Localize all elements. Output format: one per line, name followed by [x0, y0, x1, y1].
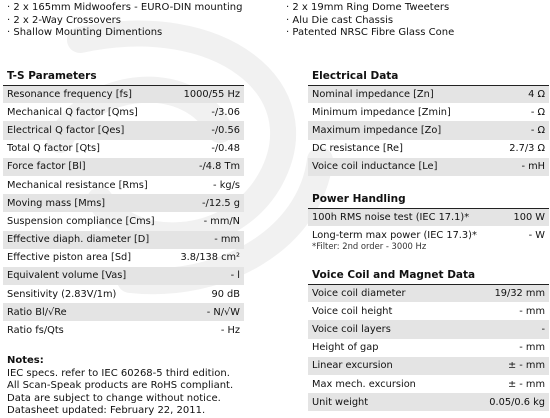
row-label: Mechanical resistance [Rms]	[7, 179, 148, 191]
notes-block	[7, 355, 267, 418]
row-label: Mechanical Q factor [Qms]	[7, 106, 138, 118]
note-line: IEC specs. refer to IEC 60268-5 third edition.	[7, 367, 230, 379]
row-label: Ratio Bl/√Re	[7, 306, 67, 318]
row-label: Long-term max power (IEC 17.3)*	[312, 229, 477, 241]
voice-table	[308, 284, 549, 411]
row-label: Force factor [Bl]	[7, 161, 86, 173]
table-row	[3, 121, 244, 139]
table-row	[3, 285, 244, 303]
row-value: - Ω	[530, 106, 545, 118]
row-value: - Hz	[220, 325, 240, 337]
features-left	[7, 2, 287, 40]
row-value: 100 W	[513, 212, 545, 224]
table-row	[308, 339, 549, 357]
row-label: 100h RMS noise test (IEC 17.1)*	[312, 212, 470, 224]
table-row	[308, 121, 549, 139]
feature-item: · 2 x 165mm Midwoofers - EURO-DIN mounting	[7, 2, 243, 13]
table-row	[3, 194, 244, 212]
row-value: -/0.48	[211, 143, 240, 155]
table-row	[308, 103, 549, 121]
table-row	[308, 375, 549, 393]
row-value: 0.05/0.6 kg	[489, 396, 545, 408]
row-value: - l	[230, 270, 240, 282]
row-value: - mm	[519, 342, 545, 354]
row-label: Max mech. excursion	[312, 378, 416, 390]
row-label: Total Q factor [Qts]	[7, 143, 100, 155]
feature-item: · Patented NRSC Fibre Glass Cone	[286, 27, 455, 38]
power-footnote: *Filter: 2nd order - 3000 Hz	[312, 241, 427, 251]
row-value: 1000/55 Hz	[183, 89, 240, 101]
note-line: All Scan-Speak products are RoHS compliant.	[7, 380, 234, 391]
voice-title: Voice Coil and Magnet Data	[312, 269, 476, 281]
row-label: Nominal impedance [Zn]	[312, 89, 434, 101]
row-value: 90 dB	[211, 288, 240, 300]
power-table	[308, 208, 549, 244]
row-value: 2.7/3 Ω	[509, 143, 545, 155]
table-row	[308, 140, 549, 158]
row-value: -/4.8 Tm	[198, 161, 240, 173]
row-label: Voice coil height	[312, 305, 393, 317]
row-label: Minimum impedance [Zmin]	[312, 106, 451, 118]
row-label: Unit weight	[312, 396, 369, 408]
row-value: - kg/s	[213, 179, 240, 191]
electrical-title: Electrical Data	[312, 70, 399, 82]
row-value: - mm/N	[203, 215, 240, 227]
row-value: -/0.56	[211, 124, 240, 136]
row-value: - Ω	[530, 124, 545, 136]
power-title: Power Handling	[312, 193, 406, 205]
table-row	[308, 357, 549, 375]
row-label: Resonance frequency [fs]	[7, 89, 132, 101]
row-label: Voice coil diameter	[312, 288, 406, 300]
feature-item: · Shallow Mounting Dimentions	[7, 27, 163, 38]
row-value: 19/32 mm	[494, 288, 545, 300]
table-row	[3, 267, 244, 285]
table-row	[308, 284, 549, 302]
table-row	[3, 249, 244, 267]
table-row	[3, 212, 244, 230]
feature-item: · 2 x 2-Way Crossovers	[7, 14, 121, 26]
electrical-table	[308, 85, 549, 176]
row-value: - mm	[214, 234, 240, 246]
row-label: DC resistance [Re]	[312, 143, 403, 155]
table-row	[308, 85, 549, 103]
row-label: Linear excursion	[312, 360, 393, 372]
row-label: Effective piston area [Sd]	[7, 252, 132, 264]
features-right	[286, 2, 546, 40]
table-row	[3, 140, 244, 158]
row-label: Effective diaph. diameter [D]	[7, 234, 150, 246]
ts-title: T-S Parameters	[7, 70, 97, 82]
row-label: Height of gap	[312, 342, 379, 354]
table-row	[3, 303, 244, 321]
note-line: Data are subject to change without notice.	[7, 392, 221, 404]
row-label: Ratio fs/Qts	[7, 325, 64, 337]
row-value: - W	[528, 229, 545, 241]
row-label: Sensitivity (2.83V/1m)	[7, 288, 117, 300]
table-row	[308, 158, 549, 176]
row-value: -	[541, 323, 545, 335]
row-value: -/3.06	[211, 106, 240, 118]
row-value: 4 Ω	[528, 89, 545, 101]
row-label: Moving mass [Mms]	[7, 197, 106, 209]
table-row	[3, 85, 244, 103]
table-row	[3, 103, 244, 121]
row-label: Equivalent volume [Vas]	[7, 270, 127, 282]
row-value: 3.8/138 cm²	[180, 252, 240, 264]
row-value: ± - mm	[507, 378, 545, 390]
row-label: Suspension compliance [Cms]	[7, 215, 155, 227]
row-value: -/12.5 g	[202, 197, 240, 209]
row-label: Voice coil inductance [Le]	[312, 161, 438, 173]
table-row	[308, 393, 549, 411]
row-label: Electrical Q factor [Qes]	[7, 124, 125, 136]
row-value: - mH	[521, 161, 545, 173]
table-row	[3, 176, 244, 194]
table-row	[308, 208, 549, 226]
notes-title: Notes:	[7, 355, 44, 366]
note-line: Datasheet updated: February 22, 2011.	[7, 405, 206, 416]
feature-item: · 2 x 19mm Ring Dome Tweeters	[286, 2, 450, 13]
table-row	[308, 302, 549, 320]
row-value: - N/√W	[206, 306, 240, 318]
feature-item: · Alu Die cast Chassis	[286, 14, 394, 26]
table-row	[3, 321, 244, 339]
table-row	[308, 320, 549, 338]
row-value: - mm	[519, 305, 545, 317]
table-row	[3, 158, 244, 176]
row-label: Voice coil layers	[312, 323, 391, 335]
row-label: Maximum impedance [Zo]	[312, 124, 442, 136]
table-row	[3, 231, 244, 249]
ts-table	[3, 85, 244, 340]
row-value: ± - mm	[507, 360, 545, 372]
